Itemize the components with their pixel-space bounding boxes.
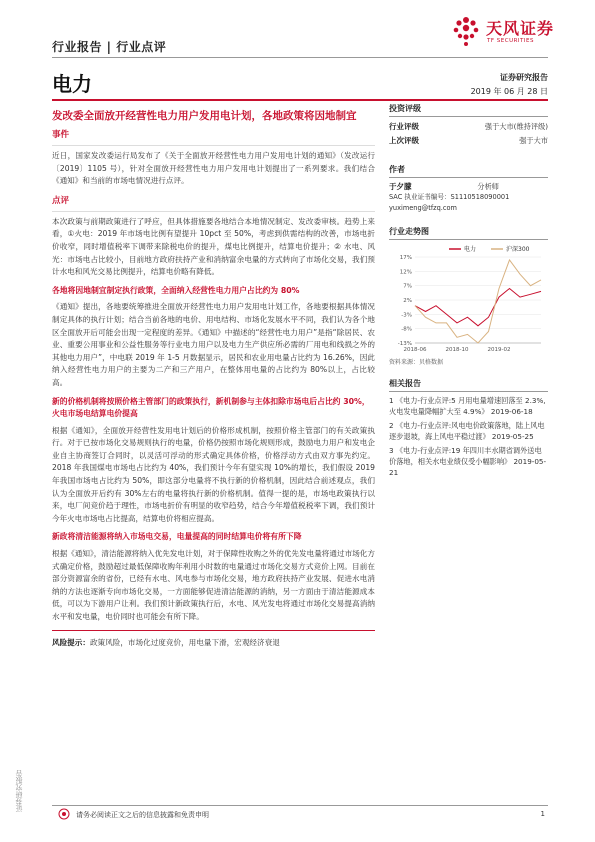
related-reports-list — [389, 395, 548, 479]
prev-rating-label: 上次评级 — [389, 136, 419, 145]
y-tick-label: 2% — [403, 298, 412, 304]
report-type: 行业报告 | 行业点评 — [52, 40, 167, 54]
main-content — [52, 108, 375, 649]
y-tick-label: 7% — [403, 283, 412, 290]
related-report-item[interactable]: 1 《电力-行业点评:5 月用电量增速回落至 2.3%,火电发电量降幅扩大至 4.9%》 2019-06-18 — [389, 396, 546, 417]
related-report-item[interactable]: 2 《电力-行业点评:风电电价政策落地，陆上风电逐步退坡，海上风电平稳过渡》 2019-05-25 — [389, 420, 545, 442]
section-comment-heading: 点评 — [52, 195, 70, 206]
author-role: 分析师 — [477, 182, 499, 191]
industry-rating-label: 行业评级 — [389, 122, 419, 131]
disclaimer-icon — [58, 808, 70, 820]
industry-title: 电力 — [52, 72, 92, 96]
x-tick-label: 2018-10 — [445, 347, 469, 353]
y-tick-label: 12% — [399, 269, 412, 276]
chart-heading: 行业走势图 — [389, 226, 548, 240]
subheading-1: 各地将因地制宜制定执行政策，全面纳入经营性电力用户占比约为 80% — [52, 285, 300, 295]
paragraph-3: 根据《通知》，清洁能源将纳入优先发电计划，对于保障性收购之外的优先发电量将通过市场化方式确定价格，鼓励超过最低保障收购年利用小时数的电量通过市场化交易方式竞价上网。目前在部分资源富余的省份，已经有水电、风电参与市场化交易，地方政府扶持产业发展、促进水电消纳的方法也逐渐专向市场化交易，一方面能够促进清洁能源的消纳，另一方面由于清洁能源成本低，可以为下游用户让利。我们预计新政策执行后，水电、风光发电将通过市场化交易提高消纳水平和发电量，电价同时也可能会有所下降。 — [52, 549, 375, 621]
related-report-item[interactable]: 3 《电力-行业点评:19 年四川丰水期省调外送电价落地，相关水电业绩仅受小幅影响》 2019-05-21 — [389, 445, 547, 478]
footer-disclaimer: 请务必阅读正文之后的信息披露和免责申明 — [76, 811, 209, 819]
trend-chart-svg — [389, 243, 548, 355]
author-heading: 作者 — [389, 164, 548, 178]
series-line-0 — [415, 289, 541, 326]
author-name: 于夕朦 — [389, 182, 412, 191]
x-tick-label: 2019-02 — [487, 347, 511, 353]
rating-heading: 投资评级 — [389, 103, 548, 117]
author-sac: SAC 执业证书编号：S1110518090001 — [389, 193, 510, 201]
paragraph-2: 根据《通知》，全面放开经营性发用电计划后的价格形成机制，按照价格主管部门的有关政策执行。对于已按市场化交易规则执行的电量，价格仍按照市场化规则形成，鼓励电力用户和发电企业自主协商签订合同时，以灵活可浮动的形式确定具体价格，价格浮动方式由双方事先约定。2018 年我国煤电市场电占比约为 40%，我们预计今年有望实现 10%的增长，我们假设 2019 年我国市场电占比约为 50%，即这部分电量将不执行新的价格机制，因此结合前述观点，我们认为全面放开后约有 30%左右的电量将执行新的价格机制。值得一提的是，市场电政策执行以来，电厂间竞价趋于理性，市场电折价有明显的收窄趋势，结合今年增值税税率下调，我们预计今年火电市场电占比提高，结算电价将相应提高。 — [52, 425, 375, 523]
industry-trend-chart — [389, 243, 548, 355]
industry-rating-value: 强于大市(维持评级) — [484, 122, 548, 131]
section-divider — [52, 211, 375, 212]
section-event-heading: 事件 — [52, 130, 70, 140]
x-tick-label: 2018-06 — [403, 347, 427, 353]
prev-rating-row — [389, 134, 548, 148]
report-label: 证券研究报告 — [500, 73, 548, 82]
chart-source: 资料来源：贝格数据 — [389, 359, 444, 366]
section-divider — [52, 145, 375, 146]
report-title: 发改委全面放开经营性电力用户发用电计划，各地政策将因地制宜 — [52, 110, 357, 122]
related-heading: 相关报告 — [389, 378, 548, 392]
y-tick-label: -13% — [397, 341, 412, 347]
logo-subtext: TF SECURITIES — [487, 38, 534, 44]
sidebar — [389, 103, 548, 481]
tf-logo-icon — [450, 14, 482, 48]
report-date: 2019 年 06 月 28 日 — [470, 87, 548, 96]
author-row — [389, 181, 499, 192]
risk-divider — [52, 630, 375, 631]
header-divider — [52, 57, 548, 58]
footer-divider — [52, 805, 548, 806]
comment-paragraph: 本次政策与前期政策进行了呼应，但具体措施要各地结合本地情况制定、发改委审核。趋势上来看，①火电：2019 年市场电比例有望提升 10pct 至 50%，考虑到供需结构的改善，市场电折价收窄，同时增值税率下调带来除税电价的提升，煤电比例提升，结算电价提升；② 水电、风光：市场电占比较小，目前地方政府扶持产业和消纳富余电量的方式转向了市场化交易，我们预计水电和风光交易比例提升，结算电价略有降低。 — [52, 216, 375, 277]
y-tick-label: 17% — [399, 255, 412, 261]
risk-label: 风险提示： — [52, 637, 90, 647]
subheading-3: 新政将清洁能源将纳入市场电交易，电量提高的同时结算电价将有所下降 — [52, 532, 302, 542]
author-email[interactable]: yuximeng@tfzq.com — [389, 204, 457, 212]
y-tick-label: -3% — [401, 312, 412, 319]
prev-rating-value: 强于大市 — [519, 136, 548, 145]
logo-text: 天风证券 — [486, 19, 555, 38]
industry-rating-row — [389, 120, 548, 134]
legend-label: 电力 — [464, 246, 477, 253]
vertical-side-text: 证券研究报告 — [15, 770, 23, 812]
y-tick-label: -8% — [401, 326, 412, 333]
page-number: 1 — [540, 810, 545, 818]
legend-label: 沪深300 — [506, 246, 530, 253]
title-divider — [52, 99, 548, 101]
series-line-1 — [415, 260, 541, 343]
paragraph-1: 《通知》提出，各地要统筹推进全面放开经营性电力用户发用电计划工作，各地要根据具体情况制定具体的执行计划；结合当前各地的电价、用电结构、市场化发展水平不同，我们认为各个地区全面放开后可能会出现一定程度的差异。《通知》中描述的“经营性电力用户”是指“除居民、农业、重要公用事业和公益性服务等行业电力用户以及电力生产供应所必需的厂用电和线损之外的其他电力用户”，中电联 2019 年 1-5 月数据显示，居民和农业用电量占比约为 16.26%，因此纳入经营性电力用户的主要为二产和三产用户，在整体用电量的占比约为 80%以上，占比较高。 — [52, 302, 375, 387]
risk-warning — [52, 637, 375, 650]
event-paragraph: 近日，国家发改委运行局发布了《关于全面放开经营性电力用户发用电计划的通知》（发改运行〔2019〕1105 号），针对全面放开经营性电力用户发用电计划提出了一系列要求。我们结合《通知》和当前的市场电情况进行点评。 — [52, 151, 375, 186]
risk-text: 政策风险，市场化过度竞价，用电量下滑，宏观经济衰退 — [89, 637, 280, 647]
subheading-2: 新的价格机制将按照价格主管部门的政策执行，新机制参与主体扣除市场电后占比约 30%，火电市场电结算电价提高 — [52, 396, 370, 419]
